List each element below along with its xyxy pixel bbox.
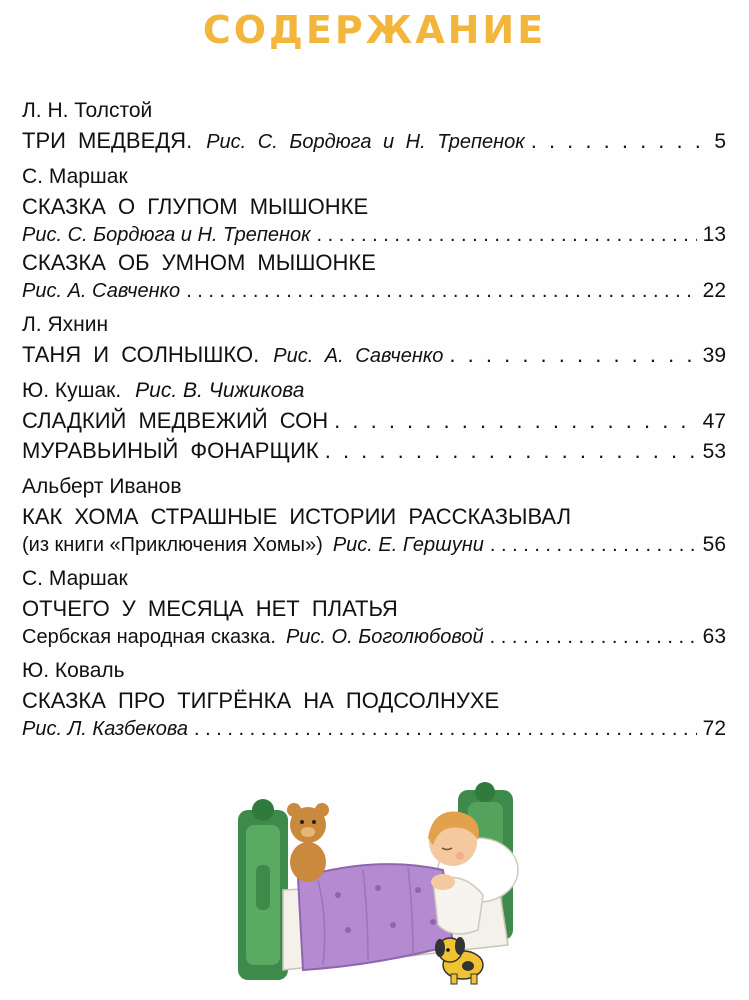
story-title: ТРИ МЕДВЕДЯ. bbox=[22, 128, 193, 153]
illustrator-credit: Рис. В. Чижикова bbox=[135, 379, 305, 402]
sleeping-child-illustration bbox=[228, 770, 528, 995]
dot-leader bbox=[531, 126, 709, 156]
page-number: 56 bbox=[702, 533, 726, 556]
illustrator-credit: Рис. Л. Казбекова bbox=[22, 718, 189, 740]
illustrator-credit: Рис. Е. Гершуни bbox=[332, 534, 484, 556]
page-number: 13 bbox=[702, 223, 726, 246]
dot-leader bbox=[186, 278, 696, 304]
author-name: Л. Яхнин bbox=[22, 313, 109, 336]
story-note: Сербская народная сказка. bbox=[22, 626, 276, 648]
toc-entry[interactable] bbox=[22, 624, 726, 650]
page-number: 5 bbox=[714, 130, 726, 153]
toc-entry[interactable] bbox=[22, 716, 726, 742]
story-title[interactable]: ОТЧЕГО У МЕСЯЦА НЕТ ПЛАТЬЯ bbox=[22, 596, 398, 621]
dot-leader bbox=[194, 716, 697, 742]
toc-entry[interactable] bbox=[22, 436, 726, 466]
story-title[interactable]: СКАЗКА ПРО ТИГРЁНКА НА ПОДСОЛНУХЕ bbox=[22, 688, 500, 713]
toc-entry[interactable] bbox=[22, 532, 726, 558]
page-number: 72 bbox=[702, 717, 726, 740]
story-title: ТАНЯ И СОЛНЫШКО. bbox=[22, 342, 260, 367]
dot-leader bbox=[325, 436, 697, 466]
page-number: 39 bbox=[702, 344, 726, 367]
teddy-bear bbox=[287, 803, 329, 882]
author-name: Альберт Иванов bbox=[22, 475, 182, 498]
story-title[interactable]: СКАЗКА ОБ УМНОМ МЫШОНКЕ bbox=[22, 250, 376, 275]
dot-leader bbox=[449, 340, 696, 370]
toc-entry[interactable] bbox=[22, 406, 726, 436]
page-number: 63 bbox=[702, 625, 726, 648]
toc-entry[interactable] bbox=[22, 340, 726, 370]
dot-leader bbox=[317, 222, 697, 248]
story-note: (из книги «Приключения Хомы») bbox=[22, 534, 323, 556]
author-name: Ю. Коваль bbox=[22, 659, 125, 682]
page-number: 22 bbox=[702, 279, 726, 302]
illustrator-credit: Рис. А. Савченко bbox=[273, 345, 444, 367]
author-name: С. Маршак bbox=[22, 567, 128, 590]
story-title: МУРАВЬИНЫЙ ФОНАРЩИК bbox=[22, 438, 319, 463]
table-of-contents bbox=[22, 96, 726, 742]
author-name: Л. Н. Толстой bbox=[22, 99, 153, 122]
story-title[interactable]: СКАЗКА О ГЛУПОМ МЫШОНКЕ bbox=[22, 194, 369, 219]
dot-leader bbox=[334, 406, 696, 436]
illustrator-credit: Рис. А. Савченко bbox=[22, 280, 181, 302]
bed-footboard bbox=[238, 799, 288, 980]
toc-entry[interactable] bbox=[22, 278, 726, 304]
page-number: 53 bbox=[702, 440, 726, 463]
illustrator-credit: Рис. С. Бордюга и Н. Трепенок bbox=[206, 131, 525, 153]
illustrator-credit: Рис. С. Бордюга и Н. Трепенок bbox=[22, 224, 311, 246]
dot-leader bbox=[490, 624, 697, 650]
toc-entry[interactable] bbox=[22, 222, 726, 248]
author-line bbox=[22, 376, 726, 406]
story-title: СЛАДКИЙ МЕДВЕЖИЙ СОН bbox=[22, 408, 329, 433]
author-name: Ю. Кушак. bbox=[22, 379, 122, 402]
dot-leader bbox=[490, 532, 697, 558]
page-title: СОДЕРЖАНИЕ bbox=[202, 8, 547, 52]
toc-entry[interactable] bbox=[22, 126, 726, 156]
author-name: С. Маршак bbox=[22, 165, 128, 188]
page-number: 47 bbox=[702, 410, 726, 433]
illustrator-credit: Рис. О. Боголюбовой bbox=[285, 626, 484, 648]
story-title[interactable]: КАК ХОМА СТРАШНЫЕ ИСТОРИИ РАССКАЗЫВАЛ bbox=[22, 504, 572, 529]
